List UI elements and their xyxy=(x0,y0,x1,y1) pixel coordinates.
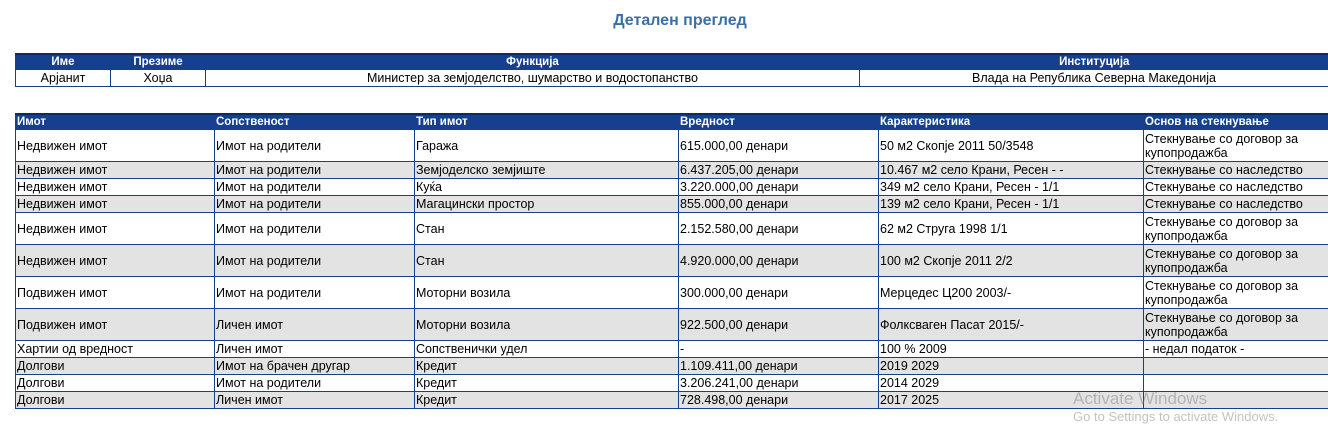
header-function: Функција xyxy=(206,54,860,70)
asset-cell: Долгови xyxy=(16,392,215,409)
value-cell: 3.206.241,00 денари xyxy=(679,375,879,392)
value-cell: 1.109.411,00 денари xyxy=(679,358,879,375)
table-row xyxy=(16,162,1328,179)
table-row xyxy=(16,245,1328,277)
asset-cell: Долгови xyxy=(16,375,215,392)
asset-cell: Недвижен имот xyxy=(16,245,215,277)
asset-type-cell: Гаража xyxy=(415,130,679,162)
table-row xyxy=(16,277,1328,309)
ownership-cell: Имот на родители xyxy=(215,130,415,162)
value-cell: 855.000,00 денари xyxy=(679,196,879,213)
page-title: Детален преглед xyxy=(0,12,1328,30)
value-cell: 2.152.580,00 денари xyxy=(679,213,879,245)
characteristic-cell: 2019 2029 xyxy=(879,358,1144,375)
characteristic-cell: Мерцедес Ц200 2003/- xyxy=(879,277,1144,309)
characteristic-cell: 100 % 2009 xyxy=(879,341,1144,358)
institution-cell: Влада на Република Северна Македонија xyxy=(860,70,1328,87)
asset-cell: Хартии од вредност xyxy=(16,341,215,358)
value-cell: 728.498,00 денари xyxy=(679,392,879,409)
ownership-cell: Имот на родители xyxy=(215,277,415,309)
table-row xyxy=(16,358,1328,375)
official-info-table xyxy=(15,53,1328,87)
table-row xyxy=(16,341,1328,358)
ownership-cell: Имот на родители xyxy=(215,162,415,179)
acquisition-basis-cell: Стекнување со наследство xyxy=(1144,179,1328,196)
assets-table xyxy=(15,113,1328,409)
assets-header-row xyxy=(16,114,1328,130)
header-asset-type: Тип имот xyxy=(415,114,679,130)
characteristic-cell: 139 м2 село Крани, Ресен - 1/1 xyxy=(879,196,1144,213)
header-ownership: Сопственост xyxy=(215,114,415,130)
characteristic-cell: Фолксваген Пасат 2015/- xyxy=(879,309,1144,341)
ownership-cell: Имот на родители xyxy=(215,196,415,213)
asset-cell: Недвижен имот xyxy=(16,196,215,213)
value-cell: 615.000,00 денари xyxy=(679,130,879,162)
header-acquisition-basis: Основ на стекнување xyxy=(1144,114,1328,130)
asset-cell: Долгови xyxy=(16,358,215,375)
acquisition-basis-cell: Стекнување со договор за купопродажба xyxy=(1144,309,1328,341)
acquisition-basis-cell xyxy=(1144,358,1328,375)
value-cell: 300.000,00 денари xyxy=(679,277,879,309)
acquisition-basis-cell: Стекнување со наследство xyxy=(1144,162,1328,179)
characteristic-cell: 100 м2 Скопје 2011 2/2 xyxy=(879,245,1144,277)
table-row xyxy=(16,196,1328,213)
header-value: Вредност xyxy=(679,114,879,130)
characteristic-cell: 2014 2029 xyxy=(879,375,1144,392)
acquisition-basis-cell: Стекнување со договор за купопродажба xyxy=(1144,130,1328,162)
header-asset: Имот xyxy=(16,114,215,130)
value-cell: - xyxy=(679,341,879,358)
value-cell: 3.220.000,00 денари xyxy=(679,179,879,196)
table-row xyxy=(16,179,1328,196)
function-cell: Министер за земјоделство, шумарство и водостопанство xyxy=(206,70,860,87)
official-header-row xyxy=(16,54,1328,70)
table-row xyxy=(16,309,1328,341)
asset-type-cell: Земјоделско земјиште xyxy=(415,162,679,179)
last-name-cell: Хоџа xyxy=(111,70,206,87)
ownership-cell: Имот на родители xyxy=(215,375,415,392)
asset-type-cell: Стан xyxy=(415,245,679,277)
acquisition-basis-cell: Стекнување со договор за купопродажба xyxy=(1144,277,1328,309)
asset-type-cell: Моторни возила xyxy=(415,309,679,341)
ownership-cell: Личен имот xyxy=(215,309,415,341)
value-cell: 922.500,00 денари xyxy=(679,309,879,341)
value-cell: 6.437.205,00 денари xyxy=(679,162,879,179)
asset-cell: Недвижен имот xyxy=(16,130,215,162)
ownership-cell: Имот на брачен другар xyxy=(215,358,415,375)
acquisition-basis-cell: - недал податок - xyxy=(1144,341,1328,358)
header-last-name: Презиме xyxy=(111,54,206,70)
table-row xyxy=(16,130,1328,162)
table-row xyxy=(16,213,1328,245)
asset-type-cell: Магацински простор xyxy=(415,196,679,213)
characteristic-cell: 50 м2 Скопје 2011 50/3548 xyxy=(879,130,1144,162)
characteristic-cell: 2017 2025 xyxy=(879,392,1144,409)
asset-cell: Подвижен имот xyxy=(16,309,215,341)
header-institution: Институција xyxy=(860,54,1328,70)
header-first-name: Име xyxy=(16,54,111,70)
ownership-cell: Имот на родители xyxy=(215,245,415,277)
characteristic-cell: 62 м2 Струга 1998 1/1 xyxy=(879,213,1144,245)
value-cell: 4.920.000,00 денари xyxy=(679,245,879,277)
acquisition-basis-cell: Стекнување со договор за купопродажба xyxy=(1144,213,1328,245)
asset-type-cell: Кредит xyxy=(415,375,679,392)
activate-windows-subtext: Go to Settings to activate Windows. xyxy=(1073,409,1278,424)
asset-type-cell: Стан xyxy=(415,213,679,245)
activate-windows-watermark: Activate Windows xyxy=(1073,389,1207,409)
asset-type-cell: Куќа xyxy=(415,179,679,196)
asset-type-cell: Кредит xyxy=(415,358,679,375)
first-name-cell: Арјанит xyxy=(16,70,111,87)
official-row xyxy=(16,70,1328,87)
asset-type-cell: Кредит xyxy=(415,392,679,409)
characteristic-cell: 10.467 м2 село Крани, Ресен - - xyxy=(879,162,1144,179)
asset-type-cell: Моторни возила xyxy=(415,277,679,309)
ownership-cell: Имот на родители xyxy=(215,213,415,245)
ownership-cell: Личен имот xyxy=(215,392,415,409)
acquisition-basis-cell: Стекнување со договор за купопродажба xyxy=(1144,245,1328,277)
header-characteristic: Карактеристика xyxy=(879,114,1144,130)
asset-type-cell: Сопственички удел xyxy=(415,341,679,358)
asset-cell: Подвижен имот xyxy=(16,277,215,309)
asset-cell: Недвижен имот xyxy=(16,179,215,196)
acquisition-basis-cell: Стекнување со наследство xyxy=(1144,196,1328,213)
asset-cell: Недвижен имот xyxy=(16,213,215,245)
ownership-cell: Имот на родители xyxy=(215,179,415,196)
ownership-cell: Личен имот xyxy=(215,341,415,358)
asset-cell: Недвижен имот xyxy=(16,162,215,179)
characteristic-cell: 349 м2 село Крани, Ресен - 1/1 xyxy=(879,179,1144,196)
